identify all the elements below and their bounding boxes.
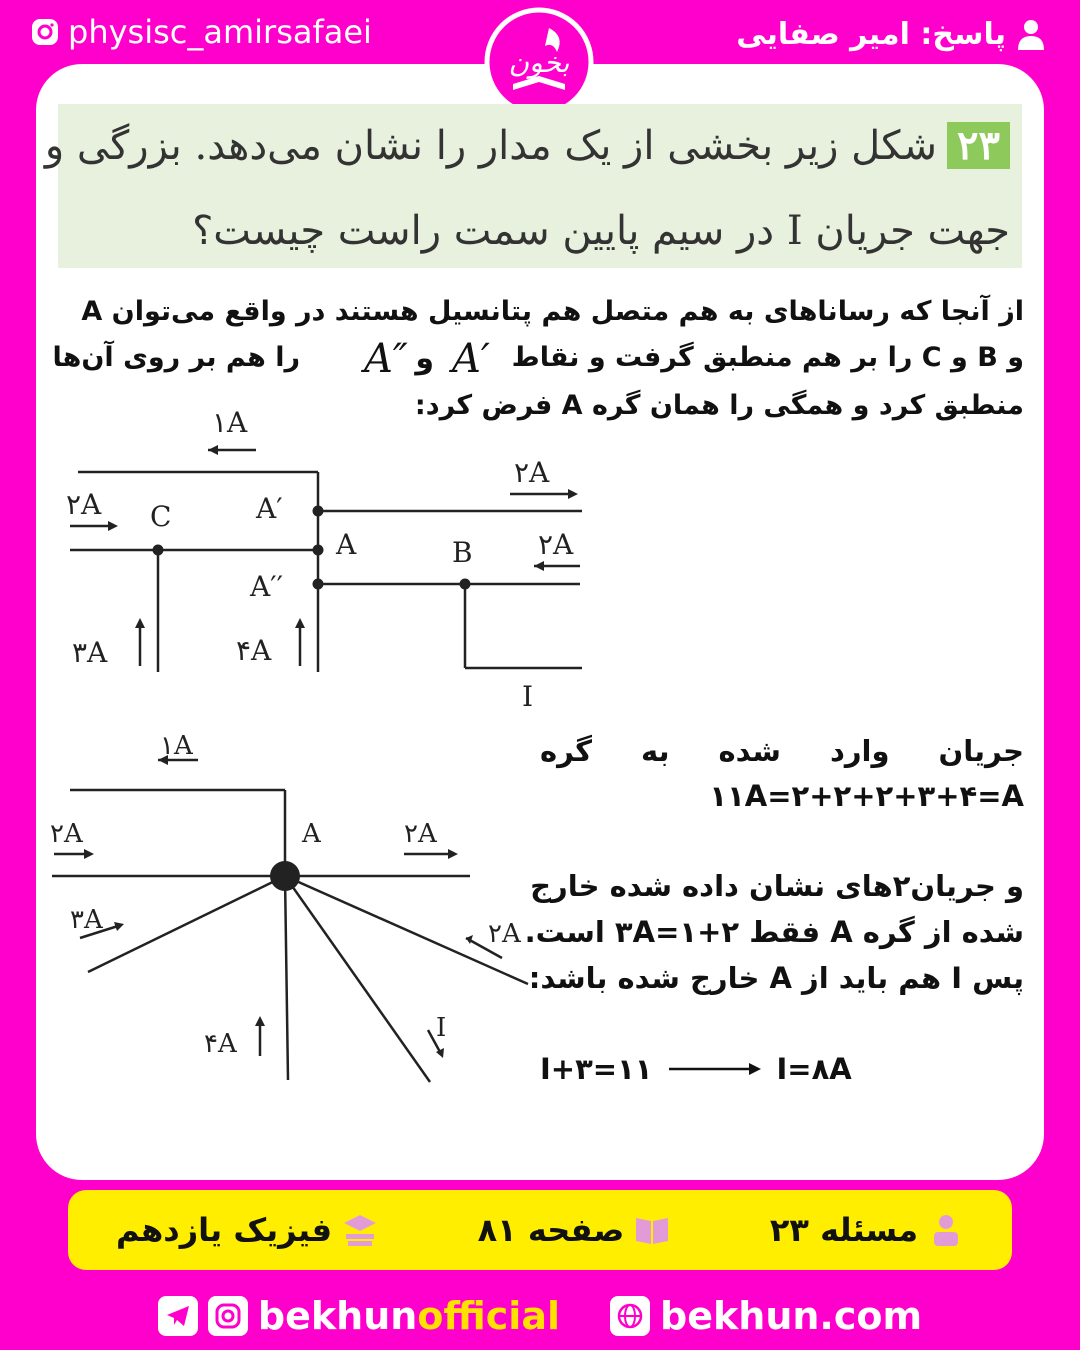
instagram-handle-text: physisc_amirsafaei [68,13,372,51]
telegram-icon [158,1296,198,1336]
node-a-double-prime [313,579,324,590]
question-line-1 [45,122,1010,169]
arrowhead-bottom-mid [295,618,305,628]
symbol-and: و [415,341,434,376]
label-left-diagonal: ۳A [70,905,103,935]
arrowhead-right-top [568,489,578,499]
footer-info-bar [68,1190,1012,1270]
author-credit-text: پاسخ: امیر صفایی [736,16,1006,52]
answer-word-3: شده [718,734,781,768]
footer-problem-text: مسئله ۲۳ [769,1211,918,1249]
arrowhead-bottom-left [135,618,145,628]
instagram-icon [30,17,60,47]
social-handle-accent: official [417,1294,561,1338]
explanation-line-2a: و B و C را بر هم منطبق گرفت و نقاط [511,342,1024,373]
footer-page [478,1211,671,1249]
label-i: I [436,1013,447,1043]
label-right: ۲A [404,819,437,849]
website-link[interactable] [610,1294,922,1338]
footer-book-text: فیزیک یازدهم [116,1211,333,1249]
circuit-figure-1 [60,400,620,720]
answer-line-1 [540,734,1024,768]
answer-word-5: گره [540,734,593,768]
label-left: ۲A [66,488,102,521]
social-handle[interactable] [158,1294,560,1338]
label-a-prime: A′ [256,492,283,525]
explanation-line-1: از آنجا که رساناهای به هم متصل هم پتانسیل هستند در واقع می‌توان A [81,296,1024,327]
equation-left: I+۳=۱۱ [540,1052,653,1086]
node-a [313,545,324,556]
label-right-diagonal: ۲A [488,919,521,949]
explanation-line-2b: را هم بر روی آن‌ها [52,342,300,373]
question-text-2: جهت جریان I در سیم پایین سمت راست چیست؟ [192,208,1010,254]
answer-line-3: و جریان۲های نشان داده شده خارج [530,869,1024,903]
arrowhead-left [108,521,118,531]
node-a-prime [313,506,324,517]
footer-page-text: صفحه ۸۱ [477,1211,625,1249]
footer-problem [770,1211,964,1249]
label-bottom: ۴A [204,1029,237,1059]
label-top-current: ۱A [212,406,248,439]
answer-line-4: شده از گره A فقط ۲+۱=۳A است. [524,915,1024,949]
label-a: A [336,528,357,561]
wire-bottom [285,876,288,1080]
symbol-a-double-prime: A″ [364,336,408,382]
node-b [460,579,471,590]
arrowhead-left-diagonal [114,922,124,931]
answer-word-1: جریان [938,734,1024,768]
logo-text: بخون [508,46,570,79]
answer-word-4: به [641,734,670,768]
globe-icon [610,1296,650,1336]
label-b: B [452,536,473,569]
user-icon [1016,18,1046,50]
label-node-a: A [302,819,321,849]
teacher-icon [928,1212,964,1248]
graduation-books-icon [342,1212,378,1248]
answer-line-5: پس I هم باید از A خارج شده باشد: [528,961,1024,995]
explanation-line-3: منطبق کرد و همگی را همان گره A فرض کرد: [414,390,1024,421]
question-number: ۲۳ [947,122,1010,169]
equation-right: I=۸A [776,1052,852,1086]
question-box [44,104,1022,268]
label-bottom-mid: ۴A [236,634,272,667]
arrowhead-bottom [255,1016,265,1026]
open-book-icon [634,1212,670,1248]
label-left: ۲A [50,819,83,849]
author-credit [736,12,1046,56]
arrowhead-right-mid [534,561,544,571]
instagram-icon [208,1296,248,1336]
label-c: C [150,500,172,533]
answer-line-2: ۱۱A=۲+۲+۲+۳+۴=A [709,779,1024,813]
label-right-mid: ۲A [538,528,574,561]
answer-equation [540,1052,852,1086]
arrowhead-top [208,445,218,455]
social-handle-main: bekhun [257,1294,418,1338]
label-right-top: ۲A [514,456,550,489]
question-text-1: شکل زیر بخشی از یک مدار را نشان می‌دهد. بزرگی و [44,123,938,169]
node-c [153,545,164,556]
symbol-a-prime: A′ [452,336,490,382]
answer-word-2: وارد [829,734,890,768]
label-a-double-prime: A′′ [250,570,283,603]
arrowhead-left [84,849,94,859]
arrow-right-icon [667,1061,763,1077]
node-a [270,861,300,891]
circuit-figure-2 [40,730,540,1090]
label-i: I [522,680,534,713]
bottom-social-bar [0,1286,1080,1346]
website-text: bekhun.com [660,1294,923,1338]
logo-badge [483,6,595,118]
label-top-current: ۱A [160,731,193,761]
label-bottom-left: ۳A [72,636,108,669]
instagram-handle[interactable] [30,10,372,54]
footer-book [116,1211,378,1249]
arrowhead-right [448,849,458,859]
bekhun-logo [483,6,595,118]
